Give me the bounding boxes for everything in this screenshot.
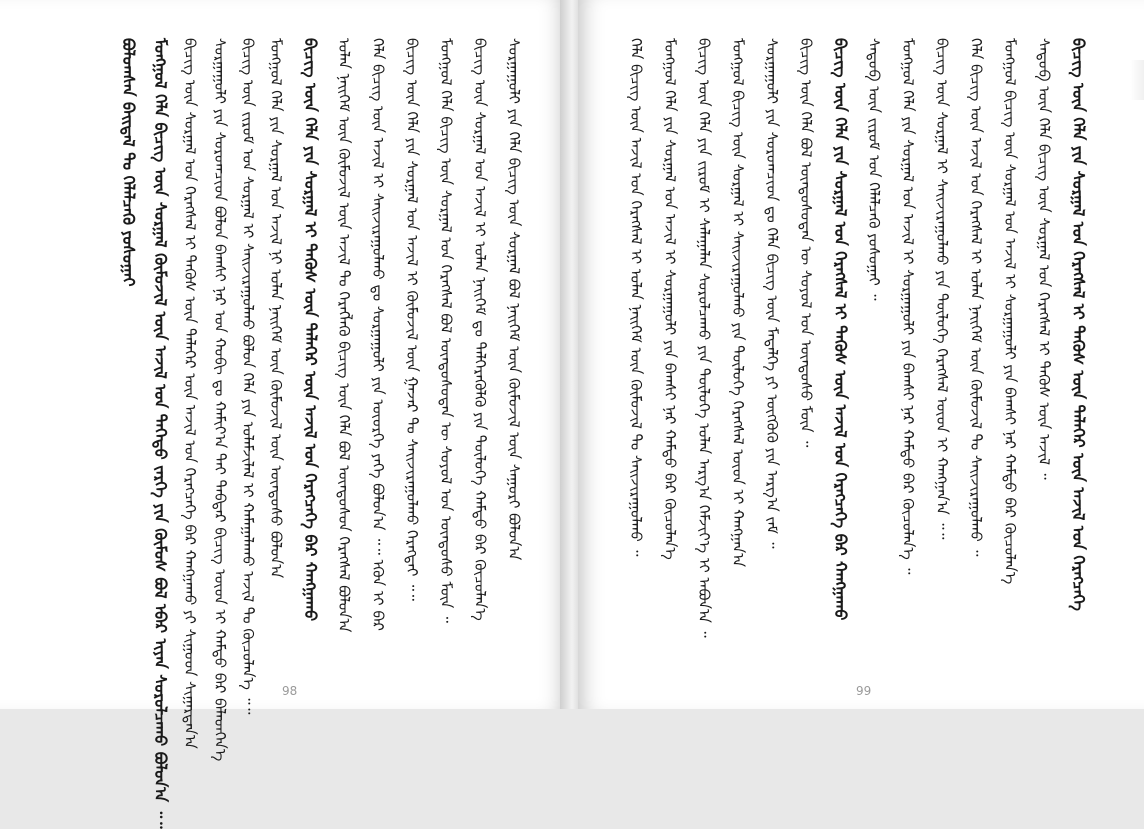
left-page [0, 0, 566, 829]
right-page-text-column: ᠪᠢᠴᠢᠭ ᠦᠨ ᠬᠡᠯᠡ ᠪᠣᠯ ᠦᠨᠳᠦᠰᠦᠲᠡᠨ ᠦ ᠰᠣᠶᠣᠯ ᠤᠨ ᠦᠨᠳᠦᠰᠦ ᠮᠥᠨ ᠃ [797, 38, 815, 448]
right-page-text-column: ᠮᠣᠩᠭᠣᠯ ᠬᠡᠯᠡ ᠶᠢᠨ ᠰᠤᠷᠭᠠᠯ ᠤᠨ ᠠᠵᠢᠯ ᠢ ᠰᠤᠷᠭᠠᠭᠤᠯᠢ ᠶᠢᠨ ᠪᠠᠭᠰᠢ ᠨᠠᠷ ᠬᠠᠮᠲᠤ ᠪᠠᠷ ᠬᠦᠴᠦᠯᠡᠨ᠎ᠡ [661, 38, 679, 560]
left-page-text-column: ᠪᠢᠴᠢᠭ ᠦᠨ ᠰᠤᠷᠭᠠᠯ ᠤᠨ ᠠᠵᠢᠯ ᠢ ᠣᠯᠠᠨ ᠨᠡᠢᠭᠡᠮ ᠳᠤ ᠳᠡᠯᠭᠡᠷᠡᠭᠦᠯᠬᠦ ᠶᠢᠨ ᠲᠥᠯᠦᠭᠡ ᠬᠠᠮᠲᠤ ᠪᠠᠷ ᠬᠦᠴᠦᠯᠡᠨ᠎ᠡ [471, 38, 489, 621]
right-page-text-column: ᠰᠡᠳᠦᠪ ᠦᠨ ᠬᠡᠯᠡ ᠪᠢᠴᠢᠭ ᠦᠨ ᠰᠤᠷᠭᠠᠯ ᠤᠨ ᠬᠡᠷᠡᠭᠰᠡᠯ ᠢ ᠲᠡᠭᠦᠰ ᠦᠨ ᠠᠵᠢᠯ ᠃ [1035, 38, 1053, 480]
left-page-text-column: ᠣᠯᠠᠨ ᠨᠡᠢᠭᠡᠮ ᠦᠨ ᠬᠦᠮᠦᠵᠢᠯ ᠦᠨ ᠠᠵᠢᠯ ᠲᠤ ᠬᠡᠷᠡᠭᠯᠡᠬᠦ ᠪᠢᠴᠢᠭ ᠦᠨ ᠬᠡᠯᠡ ᠪᠣᠯ ᠦᠨᠳᠦᠰᠦᠨ ᠬᠡᠷᠡᠭᠰᠡᠯ ᠪᠣᠯᠤᠨ᠎ᠠ [335, 38, 353, 633]
right-page-text-column: ᠮᠣᠩᠭᠣᠯ ᠬᠡᠯᠡ ᠶᠢᠨ ᠰᠤᠷᠭᠠᠯ ᠤᠨ ᠠᠵᠢᠯ ᠢ ᠰᠤᠷᠭᠠᠭᠤᠯᠢ ᠶᠢᠨ ᠪᠠᠭᠰᠢ ᠨᠠᠷ ᠬᠠᠮᠲᠤ ᠪᠠᠷ ᠬᠦᠴᠦᠯᠡᠨ᠎ᠡ ᠃ [899, 38, 917, 575]
right-page-text-column: ᠬᠡᠯᠡ ᠪᠢᠴᠢᠭ ᠦᠨ ᠠᠵᠢᠯ ᠤᠨ ᠬᠡᠷᠡᠭᠰᠡᠯ ᠢ ᠣᠯᠠᠨ ᠨᠡᠢᠭᠡᠮ ᠦᠨ ᠬᠦᠮᠦᠵᠢᠯ ᠲᠤ ᠰᠠᠢᠵᠢᠷᠠᠭᠤᠯᠬᠤ ᠃ [627, 38, 645, 557]
left-page-text-column: ᠬᠡᠯᠡ ᠪᠢᠴᠢᠭ ᠦᠨ ᠠᠵᠢᠯ ᠢ ᠰᠠᠢᠵᠢᠷᠠᠭᠤᠯᠬᠤ ᠳᠤ ᠰᠤᠷᠭᠠᠭᠤᠯᠢ ᠶᠢᠨ ᠦᠦᠷᠭᠡ ᠶᠡᠬᠡ ᠪᠣᠯᠤᠨ᠎ᠠ ᠃᠃ ᠡᠭᠦᠨ ᠢ ᠪᠠᠷ [369, 38, 387, 631]
page-number-left: 98 [282, 684, 298, 698]
left-page-text-column: ᠮᠣᠩᠭᠣᠯ ᠬᠡᠯᠡ ᠶᠢᠨ ᠰᠤᠷᠭᠠᠯ ᠤᠨ ᠠᠵᠢᠯ ᠨᠢ ᠣᠯᠠᠨ ᠨᠡᠢᠭᠡᠮ ᠦᠨ ᠬᠦᠮᠦᠵᠢᠯ ᠦᠨ ᠦᠨᠳᠦᠰᠦ ᠪᠣᠯᠤᠨ᠎ᠠ [267, 38, 285, 579]
right-page-text-column: ᠰᠡᠳᠦᠪ ᠦᠨ ᠵᠢᠷᠤᠮ ᠤᠨ ᠬᠡᠯᠡᠯᠴᠡᠬᠦ ᠶᠣᠰᠣᠭᠠᠢ ᠃ [865, 38, 883, 301]
left-page-text-column: ᠪᠣᠯᠣᠭᠰᠠᠨ ᠪᠠᠢ᠌ᠳᠠᠯ ᠲᠤ ᠬᠡᠯᠡᠯᠴᠡᠬᠦ ᠶᠣᠰᠣᠭᠠᠢ [119, 38, 138, 287]
left-page-text-column: ᠪᠢᠴᠢᠭ ᠦᠨ ᠰᠤᠷᠭᠠᠯ ᠤᠨ ᠬᠡᠷᠡᠭᠰᠡᠯ ᠢ ᠲᠡᠭᠦᠰ ᠦᠨ ᠲᠡᠯᠡᠭᠡᠷ ᠦᠨ ᠠᠵᠢᠯ ᠤᠨ ᠬᠡᠷᠡᠭᠴᠡᠭᠡ ᠪᠡᠷ ᠬᠠᠩᠭᠠᠬᠤ ᠶᠢ ᠰᠢᠭᠤᠳ ᠰᠢᠭᠠᠷᠳᠠᠨ᠎ᠠ [181, 38, 199, 749]
right-page-text-column: ᠰᠤᠷᠭᠠᠭᠤᠯᠢ ᠶᠢᠨ ᠰᠤᠷᠤᠭᠴᠢᠳ ᠳᠤ ᠬᠡᠯᠡ ᠪᠢᠴᠢᠭ ᠦᠨ ᠮᠡᠳᠡᠯᠭᠡ ᠶᠢ ᠥᠭᠭᠦᠬᠦ ᠶᠢᠨ ᠠᠷᠭ᠎ᠠ ᠵᠠᠮ ᠃ [763, 38, 781, 549]
right-page-text-column: ᠪᠢᠴᠢᠭ ᠦᠨ ᠬᠡᠯᠡ ᠶᠢᠨ ᠰᠤᠷᠭᠠᠯ ᠤᠨ ᠬᠡᠷᠡᠭᠰᠡᠯ ᠢ ᠲᠡᠭᠦᠰ ᠦᠨ ᠲᠡᠯᠡᠭᠡᠷ ᠦᠨ ᠠᠵᠢᠯ ᠤᠨ ᠬᠡᠷᠡᠭᠴᠡᠭᠡ [1069, 38, 1088, 611]
right-page [578, 0, 1144, 709]
left-page-text-column: ᠰᠤᠷᠭᠠᠭᠤᠯᠢ ᠶᠢᠨ ᠰᠤᠷᠤᠭᠴᠢᠳ ᠪᠣᠯᠤᠨ ᠪᠠᠭᠰᠢ ᠨᠠᠷ ᠤᠨ ᠬᠤᠪᠢ ᠳᠤ ᠬᠠᠮᠢᠶ᠎ᠠ ᠲᠠᠢ ᠳᠡᠪᠲᠡᠷ ᠪᠢᠴᠢᠭ ᠦᠳ ᠢ ᠬᠠᠮᠲᠤ ᠪᠡᠷ ᠪᠡᠯᠡᠳᠬᠡᠨ᠎ᠡ [211, 38, 229, 762]
right-page-text-column: ᠮᠣᠩᠭᠣᠯ ᠪᠢᠴᠢᠭ ᠦᠨ ᠰᠤᠷᠭᠠᠯ ᠢ ᠰᠠᠢᠵᠢᠷᠠᠭᠤᠯᠬᠤ ᠶᠢᠨ ᠲᠥᠯᠦᠭᠡ ᠬᠡᠷᠡᠭᠰᠡᠯ ᠦᠳ ᠢ ᠬᠠᠩᠭᠠᠨ᠎ᠠ [729, 38, 747, 568]
right-page-text-column: ᠪᠢᠴᠢᠭ ᠦᠨ ᠰᠤᠷᠭᠠᠯ ᠢ ᠰᠠᠢᠵᠢᠷᠠᠭᠤᠯᠬᠤ ᠶᠢᠨ ᠲᠥᠯᠦᠭᠡ ᠬᠡᠷᠡᠭᠰᠡᠯ ᠦᠳ ᠢ ᠬᠠᠩᠭᠠᠨ᠎ᠠ ᠃᠃ [933, 38, 951, 540]
right-page-text-column: ᠪᠢᠴᠢᠭ ᠦᠨ ᠬᠡᠯᠡ ᠶᠢᠨ ᠵᠢᠷᠤᠮ ᠢ ᠰᠠᠯᠠᠭᠠᠯᠠᠨ ᠰᠤᠷᠤᠯᠴᠠᠬᠤ ᠶᠢᠨ ᠲᠥᠯᠦᠭᠡ ᠣᠯᠠᠨ ᠠᠷᠭ᠎ᠠ ᠬᠡᠮᠵᠢᠶ᠎ᠡ ᠢ ᠠᠪᠤᠨ᠎ᠠ ᠃ [695, 38, 713, 638]
left-page-text-column: ᠪᠢᠴᠢᠭ ᠦᠨ ᠵᠢᠷᠤᠮ ᠤᠨ ᠰᠤᠷᠭᠠᠯ ᠢ ᠰᠠᠢᠵᠢᠷᠠᠭᠤᠯᠬᠤ ᠪᠣᠯᠤᠨ ᠬᠡᠯᠡ ᠶᠢᠨ ᠤᠯᠠᠮᠵᠢᠯᠠᠯ ᠢ ᠬᠠᠮᠠᠭᠠᠯᠠᠬᠤ ᠠᠵᠢᠯ ᠲᠤ ᠬᠦᠴᠦᠯᠡᠨ᠎ᠡ ᠃᠃ [239, 38, 257, 715]
left-page-text-column: ᠰᠤᠷᠭᠠᠭᠤᠯᠢ ᠶᠢᠨ ᠬᠡᠯᠡ ᠪᠢᠴᠢᠭ ᠦᠨ ᠰᠤᠷᠭᠠᠯ ᠪᠣᠯ ᠨᠡᠢᠭᠡᠮ ᠦᠨ ᠬᠦᠮᠦᠵᠢᠯ ᠦᠨ ᠰᠠᠭᠤᠷᠢ ᠪᠣᠯᠤᠨ᠎ᠠ [505, 38, 523, 561]
right-page-text-column: ᠬᠡᠯᠡ ᠪᠢᠴᠢᠭ ᠦᠨ ᠠᠵᠢᠯ ᠤᠨ ᠬᠡᠷᠡᠭᠰᠡᠯ ᠢ ᠣᠯᠠᠨ ᠨᠡᠢᠭᠡᠮ ᠦᠨ ᠬᠦᠮᠦᠵᠢᠯ ᠲᠤ ᠰᠠᠢᠵᠢᠷᠠᠭᠤᠯᠬᠤ ᠃ [967, 38, 985, 557]
left-page-text-column: ᠮᠣᠩᠭᠣᠯ ᠬᠡᠯᠡ ᠪᠢᠴᠢᠭ ᠦᠨ ᠰᠤᠷᠭᠠᠯ ᠤᠨ ᠬᠡᠷᠡᠭᠰᠡᠯ ᠪᠣᠯ ᠦᠨᠳᠦᠰᠦᠲᠡᠨ ᠦ ᠰᠣᠶᠣᠯ ᠤᠨ ᠦᠨᠳᠦᠰᠦ ᠮᠥᠨ ᠃ [437, 38, 455, 623]
left-page-text-column: ᠪᠢᠴᠢᠭ ᠦᠨ ᠬᠡᠯᠡ ᠶᠢᠨ ᠰᠤᠷᠭᠠᠯ ᠤᠨ ᠠᠵᠢᠯ ᠢ ᠬᠦᠮᠦᠵᠢᠯ ᠦᠨ ᠭᠠᠵᠠᠷ ᠲᠤ ᠰᠠᠢᠵᠢᠷᠠᠭᠤᠯᠬᠤ ᠬᠡᠷᠡᠭᠲᠡᠢ ᠃᠃ [403, 38, 421, 601]
page-edge-shadow [1130, 60, 1144, 100]
right-page-text-column: ᠪᠢᠴᠢᠭ ᠦᠨ ᠬᠡᠯᠡ ᠶᠢᠨ ᠰᠤᠷᠭᠠᠯ ᠤᠨ ᠬᠡᠷᠡᠭᠰᠡᠯ ᠢ ᠲᠡᠭᠦᠰ ᠦᠨ ᠠᠵᠢᠯ ᠤᠨ ᠬᠡᠷᠡᠭᠴᠡᠭᠡ ᠪᠡᠷ ᠬᠠᠩᠭᠠᠬᠤ [831, 38, 850, 621]
right-page-text-column: ᠮᠣᠩᠭᠣᠯ ᠪᠢᠴᠢᠭ ᠦᠨ ᠰᠤᠷᠭᠠᠯ ᠤᠨ ᠠᠵᠢᠯ ᠢ ᠰᠤᠷᠭᠠᠭᠤᠯᠢ ᠶᠢᠨ ᠪᠠᠭᠰᠢ ᠨᠠᠷ ᠬᠠᠮᠲᠤ ᠪᠠᠷ ᠬᠦᠴᠦᠯᠡᠨ᠎ᠡ [1001, 38, 1019, 585]
page-number-right: 99 [856, 684, 872, 698]
left-page-text-column: ᠮᠣᠩᠭᠣᠯ ᠬᠡᠯᠡ ᠪᠢᠴᠢᠭ ᠦᠨ ᠰᠤᠷᠭᠠᠯ ᠬᠦᠮᠦᠵᠢᠯ ᠦᠨ ᠠᠵᠢᠯ ᠤᠨ ᠳᠡᠭᠡᠳᠦ ᠵᠡᠷᠭᠡ ᠶᠢᠨ ᠬᠦᠮᠦᠰ ᠪᠣᠯ ᠡᠪᠡᠷ ᠢᠶᠡᠨ ᠰᠤᠷᠤᠯᠴᠠᠬᠤ ᠪᠣᠯᠤᠨ᠎ᠠ ᠃᠃ [151, 38, 170, 829]
left-page-text-column: ᠪᠢᠴᠢᠭ ᠦᠨ ᠬᠡᠯᠡ ᠶᠢᠨ ᠰᠤᠷᠭᠠᠯ ᠢ ᠲᠡᠭᠦᠰ ᠦᠨ ᠲᠡᠯᠡᠭᠡᠷ ᠦᠨ ᠠᠵᠢᠯ ᠤᠨ ᠬᠡᠷᠡᠭᠴᠡᠭᠡ ᠪᠡᠷ ᠬᠠᠩᠭᠠᠬᠤ [301, 38, 320, 622]
